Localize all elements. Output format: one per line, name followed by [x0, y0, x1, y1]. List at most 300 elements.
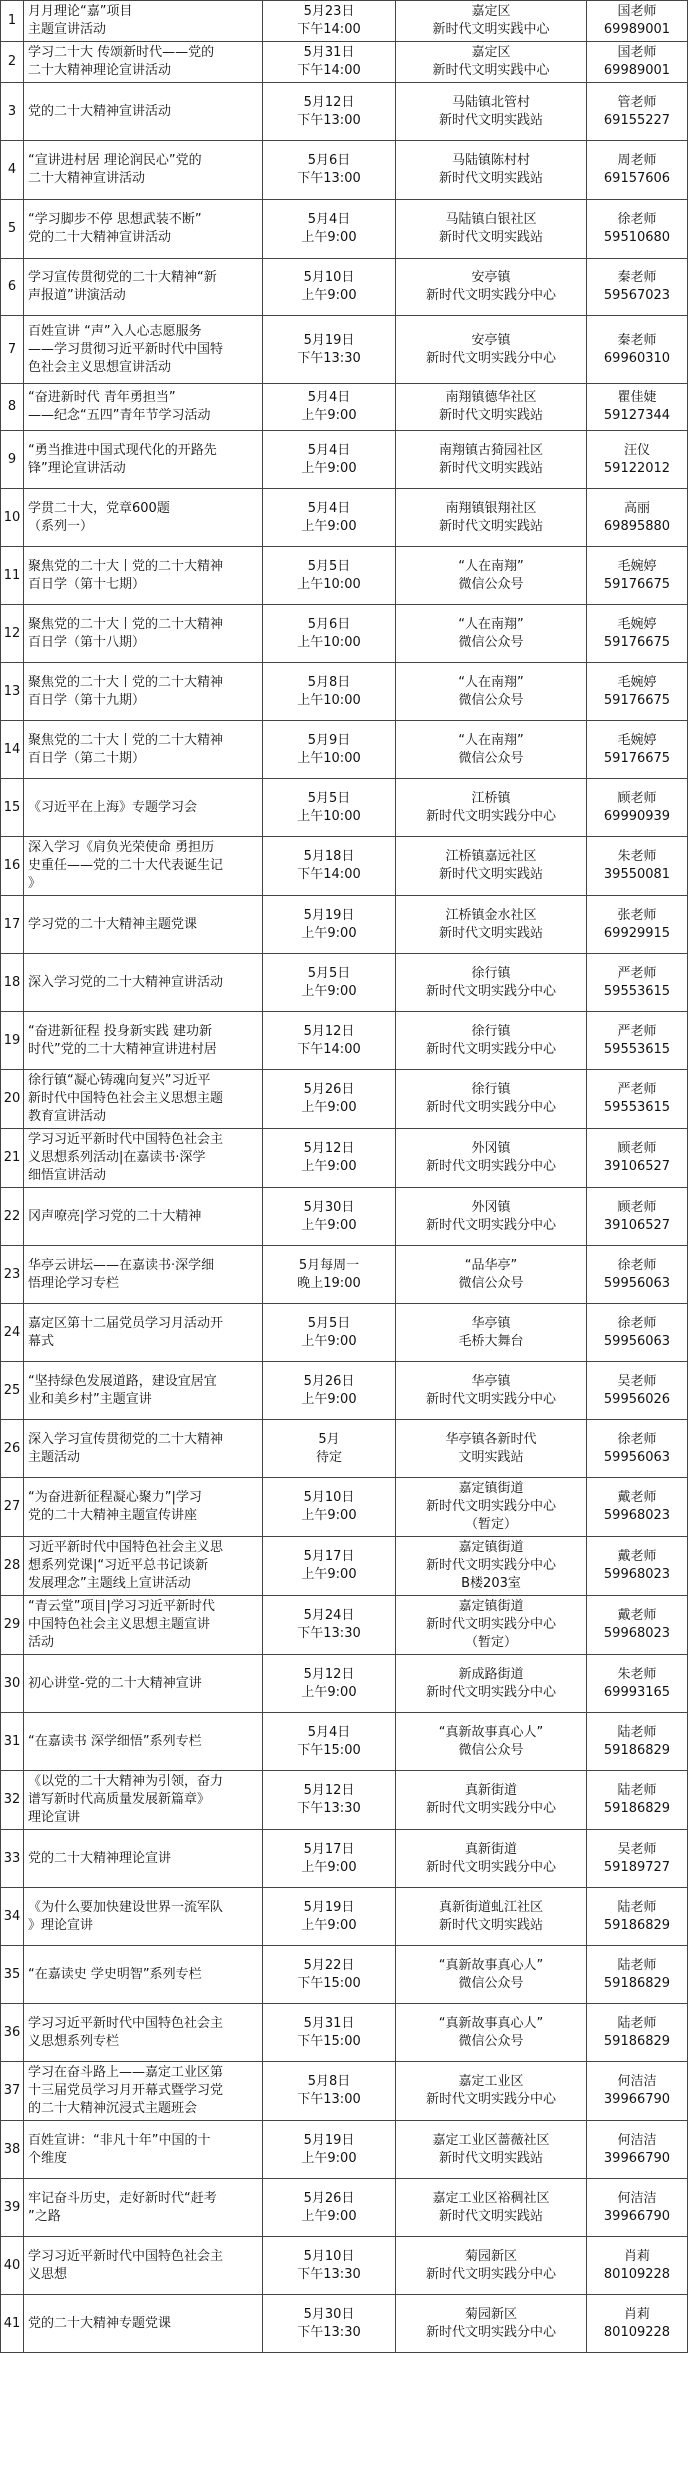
- activity-title: [24, 1713, 263, 1771]
- activity-place: [396, 1478, 587, 1537]
- activity-time-line: 上午9:00: [301, 925, 357, 941]
- activity-place-line: 嘉定镇街道: [458, 1481, 524, 1496]
- activity-contact: [587, 896, 688, 954]
- activity-time-line: 上午9:00: [301, 288, 357, 303]
- activity-title-line: （系列一）: [28, 518, 94, 534]
- activity-time-line: 5月4日: [307, 500, 351, 516]
- activity-place-line: 新时代文明实践中心: [432, 63, 550, 78]
- row-number: 13: [1, 663, 24, 721]
- activity-title-line: 二十大精神理论宣讲活动: [28, 63, 172, 78]
- activity-title-line: 义思想系列活动|在嘉读书·深学: [28, 1150, 206, 1165]
- activity-title-line: 业和美乡村”主题宣讲: [28, 1391, 152, 1407]
- activity-title-line: “勇当推进中国式现代化的开路先: [28, 442, 217, 458]
- activity-place-line: 新时代文明实践站: [438, 112, 543, 128]
- activity-contact: [587, 605, 688, 663]
- activity-time: [263, 2004, 396, 2062]
- table-row: [1, 1771, 688, 1830]
- activity-contact-line: 朱老师: [617, 1666, 657, 1682]
- activity-time: [263, 83, 396, 141]
- activity-place: [396, 779, 587, 837]
- activity-title-line: 百日学（第十八期）: [28, 634, 146, 650]
- activity-contact-line: 39966790: [603, 2092, 671, 2107]
- activity-time: [263, 1012, 396, 1070]
- activity-title: [24, 200, 263, 259]
- activity-contact: [587, 2237, 688, 2295]
- activity-contact: [587, 141, 688, 200]
- activity-title-line: ——纪念“五四”青年节学习活动: [28, 408, 211, 423]
- activity-time: [263, 954, 396, 1012]
- row-number: 7: [1, 316, 24, 384]
- activity-title-line: 嘉定区第十二届党员学习月活动开: [28, 1315, 224, 1331]
- activity-place-line: 嘉定工业区: [458, 2074, 524, 2089]
- activity-title-line: 新时代中国特色社会主义思想主题: [28, 1091, 224, 1106]
- activity-time: [263, 605, 396, 663]
- activity-contact: [587, 1771, 688, 1830]
- activity-place-line: 新时代文明实践分中心: [425, 1100, 556, 1115]
- activity-place-line: 微信公众号: [458, 692, 524, 708]
- activity-place: [396, 2062, 587, 2121]
- activity-time-line: 上午9:00: [301, 1391, 357, 1407]
- activity-place-line: 菊园新区: [464, 2306, 517, 2322]
- activity-title-line: 学习习近平新时代中国特色社会主: [28, 2248, 224, 2264]
- activity-time: [263, 1713, 396, 1771]
- table-row: [1, 316, 688, 384]
- activity-place-line: 华亭镇各新时代: [445, 1431, 537, 1447]
- activity-title-line: 聚焦党的二十大丨党的二十大精神: [28, 616, 224, 632]
- activity-contact-line: 59968023: [603, 1626, 671, 1641]
- activity-contact: [587, 721, 688, 779]
- activity-place-line: 文明实践站: [458, 1449, 524, 1465]
- activity-title: [24, 2062, 263, 2121]
- table-row: [1, 663, 688, 721]
- activity-title: [24, 1946, 263, 2004]
- activity-place-line: 江桥镇嘉远社区: [445, 849, 537, 864]
- activity-time-line: 上午9:00: [301, 1508, 357, 1523]
- activity-contact-line: 戴老师: [617, 1549, 657, 1564]
- activity-title: [24, 896, 263, 954]
- row-number: 34: [1, 1888, 24, 1946]
- activity-time-line: 5月30日: [303, 2306, 355, 2322]
- table-row: [1, 1, 688, 42]
- activity-contact: [587, 1537, 688, 1596]
- activity-title-line: 党的二十大精神理论宣讲: [28, 1850, 172, 1866]
- activity-contact-line: 管老师: [617, 94, 657, 110]
- activity-place-line: （暂定）: [464, 1635, 517, 1650]
- activity-place-line: 新时代文明实践站: [438, 230, 543, 245]
- activity-time-line: 5月4日: [307, 212, 351, 227]
- activity-time-line: 上午9:00: [301, 2150, 357, 2166]
- activity-time: [263, 779, 396, 837]
- activity-title-line: “奋进新征程 投身新实践 建功新: [28, 1023, 212, 1039]
- activity-contact-line: 毛婉婷: [617, 674, 657, 690]
- activity-contact: [587, 1596, 688, 1655]
- activity-title-line: 华亭云讲坛——在嘉读书·深学细: [28, 1257, 215, 1273]
- row-number: 9: [1, 431, 24, 489]
- activity-place-line: 嘉定镇街道: [458, 1599, 524, 1614]
- row-number: 8: [1, 384, 24, 431]
- activity-contact: [587, 779, 688, 837]
- row-number: 31: [1, 1713, 24, 1771]
- activity-title: [24, 1655, 263, 1713]
- activity-title-line: 党的二十大精神主题宣传讲座: [28, 1508, 198, 1523]
- table-row: [1, 1012, 688, 1070]
- activity-contact-line: 80109228: [603, 2324, 671, 2340]
- activity-time-line: 5月19日: [303, 332, 355, 348]
- activity-contact-line: 59176675: [603, 634, 671, 650]
- activity-title-line: “在嘉读史 学史明智”系列专栏: [28, 1966, 202, 1982]
- activity-place-line: 新时代文明实践站: [438, 925, 543, 941]
- activity-time-line: 5月17日: [303, 1549, 355, 1564]
- activity-time-line: 下午13:30: [297, 1626, 361, 1641]
- activity-contact: [587, 2121, 688, 2179]
- activity-time: [263, 547, 396, 605]
- activity-time: [263, 42, 396, 83]
- activity-place-line: 新时代文明实践分中心: [425, 1617, 556, 1632]
- activity-contact: [587, 1012, 688, 1070]
- activity-title-line: 义思想: [28, 2266, 68, 2282]
- activity-place-line: 华亭镇: [471, 1373, 511, 1389]
- activity-contact-line: 39966790: [603, 2150, 671, 2166]
- activity-contact-line: 59510680: [603, 230, 671, 245]
- table-row: [1, 896, 688, 954]
- activity-place: [396, 316, 587, 384]
- row-number: 38: [1, 2121, 24, 2179]
- activity-time-line: 5月6日: [307, 616, 351, 632]
- activity-contact-line: 顾老师: [617, 1199, 657, 1215]
- activity-title-line: 百日学（第十七期）: [28, 576, 146, 592]
- row-number: 33: [1, 1830, 24, 1888]
- activity-time: [263, 1478, 396, 1537]
- activity-place-line: 微信公众号: [458, 1975, 524, 1991]
- activity-place-line: 微信公众号: [458, 1275, 524, 1291]
- activity-title-line: “宣讲进村居 理论润民心”党的: [28, 153, 202, 168]
- activity-time: [263, 1771, 396, 1830]
- activity-contact-line: 严老师: [617, 965, 657, 981]
- row-number: 41: [1, 2295, 24, 2353]
- activity-time: [263, 1129, 396, 1188]
- activity-place-line: 新时代文明实践分中心: [425, 1859, 556, 1875]
- activity-contact-line: 59186829: [603, 1917, 671, 1933]
- activity-contact-line: 陆老师: [617, 1957, 657, 1973]
- activity-place: [396, 896, 587, 954]
- activity-title: [24, 141, 263, 200]
- table-row: [1, 489, 688, 547]
- activity-contact-line: 69155227: [603, 112, 671, 128]
- activity-place-line: 徐行镇: [471, 1023, 511, 1039]
- activity-contact: [587, 489, 688, 547]
- row-number: 4: [1, 141, 24, 200]
- activity-time: [263, 1655, 396, 1713]
- activity-contact: [587, 1478, 688, 1537]
- row-number: 40: [1, 2237, 24, 2295]
- activity-place-line: 徐行镇: [471, 1082, 511, 1097]
- activity-time-line: 5月19日: [303, 1899, 355, 1915]
- activity-place-line: “品华亭”: [464, 1257, 518, 1273]
- activity-time-line: 5月10日: [303, 2248, 355, 2264]
- activity-title-line: 义思想系列专栏: [28, 2033, 120, 2049]
- activity-contact-line: 肖莉: [623, 2248, 650, 2264]
- table-row: [1, 1246, 688, 1304]
- activity-time-line: 5月: [318, 1431, 340, 1447]
- table-row: [1, 721, 688, 779]
- activity-contact-line: 毛婉婷: [617, 732, 657, 748]
- table-row: [1, 42, 688, 83]
- activity-place-line: 安亭镇: [471, 332, 511, 348]
- activity-title-line: 色社会主义思想宣讲活动: [28, 359, 172, 375]
- row-number: 18: [1, 954, 24, 1012]
- activity-time: [263, 1304, 396, 1362]
- row-number: 10: [1, 489, 24, 547]
- activity-time: [263, 141, 396, 200]
- activity-place-line: 徐行镇: [471, 965, 511, 981]
- activity-title: [24, 1888, 263, 1946]
- activity-place: [396, 489, 587, 547]
- activity-contact: [587, 954, 688, 1012]
- activity-title: [24, 489, 263, 547]
- activity-place-line: “人在南翔”: [458, 616, 524, 632]
- activity-time-line: 上午9:00: [301, 1917, 357, 1933]
- activity-title-line: “学习脚步不停 思想武装不断”: [28, 212, 202, 227]
- activity-title-line: 学习习近平新时代中国特色社会主: [28, 1132, 224, 1147]
- activity-time-line: 上午10:00: [297, 692, 361, 708]
- activity-place: [396, 721, 587, 779]
- activity-title-line: 》: [28, 876, 42, 891]
- activity-contact: [587, 1420, 688, 1478]
- activity-contact: [587, 1362, 688, 1420]
- table-row: [1, 1946, 688, 2004]
- activity-time-line: 5月每周一: [298, 1257, 360, 1273]
- row-number: 14: [1, 721, 24, 779]
- table-row: [1, 384, 688, 431]
- row-number: 12: [1, 605, 24, 663]
- table-row: [1, 1888, 688, 1946]
- activity-contact: [587, 1188, 688, 1246]
- activity-contact-line: 吴老师: [617, 1373, 657, 1389]
- activity-contact-line: 高丽: [623, 500, 650, 516]
- activity-contact-line: 39106527: [603, 1217, 671, 1233]
- row-number: 16: [1, 837, 24, 896]
- activity-title: [24, 1596, 263, 1655]
- activity-time: [263, 1188, 396, 1246]
- activity-place: [396, 1713, 587, 1771]
- activity-contact-line: 周老师: [617, 153, 657, 168]
- activity-contact-line: 59956063: [603, 1449, 671, 1465]
- activity-time-line: 下午14:00: [297, 63, 361, 78]
- row-number: 27: [1, 1478, 24, 1537]
- activity-place-line: 嘉定区: [471, 4, 511, 19]
- activity-contact-line: 何洁洁: [617, 2190, 657, 2206]
- activity-time-line: 待定: [315, 1449, 342, 1465]
- activity-title: [24, 837, 263, 896]
- activity-contact-line: 59127344: [603, 408, 671, 423]
- activity-title-line: 深入学习党的二十大精神宣讲活动: [28, 974, 224, 990]
- table-row: [1, 1596, 688, 1655]
- activity-contact-line: 39106527: [603, 1159, 671, 1174]
- activity-title: [24, 259, 263, 316]
- activity-contact: [587, 2004, 688, 2062]
- activity-title: [24, 1362, 263, 1420]
- activity-title: [24, 2004, 263, 2062]
- activity-contact: [587, 1655, 688, 1713]
- activity-title-line: 学习习近平新时代中国特色社会主: [28, 2015, 224, 2031]
- table-row: [1, 1070, 688, 1129]
- row-number: 17: [1, 896, 24, 954]
- activity-time-line: 5月17日: [303, 1841, 355, 1857]
- activity-place-line: 嘉定镇街道: [458, 1540, 524, 1555]
- activity-contact-line: 59186829: [603, 1975, 671, 1991]
- activity-title: [24, 547, 263, 605]
- activity-place-line: 外冈镇: [471, 1199, 511, 1215]
- activity-place: [396, 2237, 587, 2295]
- row-number: 39: [1, 2179, 24, 2237]
- activity-time-line: 下午15:00: [297, 1742, 361, 1758]
- activity-time-line: 5月4日: [307, 390, 351, 405]
- row-number: 19: [1, 1012, 24, 1070]
- activity-time-line: 5月4日: [307, 442, 351, 458]
- activity-title: [24, 1129, 263, 1188]
- activity-contact: [587, 431, 688, 489]
- activity-time: [263, 2062, 396, 2121]
- activity-time-line: 5月5日: [307, 965, 351, 981]
- activity-title: [24, 431, 263, 489]
- activity-place: [396, 141, 587, 200]
- activity-place: [396, 2295, 587, 2353]
- activity-place-line: 南翔镇银翔社区: [445, 500, 537, 516]
- row-number: 35: [1, 1946, 24, 2004]
- table-row: [1, 2295, 688, 2353]
- activity-title: [24, 1304, 263, 1362]
- activity-place-line: 微信公众号: [458, 634, 524, 650]
- activity-contact-line: 国老师: [617, 45, 657, 60]
- activity-contact-line: 69960310: [603, 350, 671, 366]
- activity-place-line: 江桥镇: [471, 790, 511, 806]
- activity-place-line: 马陆镇陈村村: [451, 153, 530, 168]
- activity-title-line: 锋”理论宣讲活动: [28, 460, 126, 476]
- activity-place-line: 新时代文明实践分中心: [425, 808, 556, 824]
- activity-place-line: “人在南翔”: [458, 558, 524, 574]
- activity-place-line: 新时代文明实践分中心: [425, 1684, 556, 1700]
- activity-place-line: 新时代文明实践中心: [432, 22, 550, 37]
- activity-place-line: 新时代文明实践分中心: [425, 288, 556, 303]
- activity-place-line: 真新街道: [464, 1783, 517, 1798]
- activity-place: [396, 1129, 587, 1188]
- table-row: [1, 779, 688, 837]
- activity-title-line: “坚持绿色发展道路，建设宜居宜: [28, 1373, 217, 1389]
- activity-contact-line: 59176675: [603, 576, 671, 592]
- activity-time-line: 下午13:00: [297, 2092, 361, 2107]
- activity-title-line: 学习宣传贯彻党的二十大精神“新: [28, 270, 217, 285]
- activity-title-line: 声报道”讲演活动: [28, 288, 126, 303]
- activity-contact-line: 徐老师: [617, 1257, 657, 1273]
- activity-contact: [587, 2295, 688, 2353]
- activity-time-line: 下午15:00: [297, 2033, 361, 2049]
- activity-title-line: 谱写新时代高质量发展新篇章》: [28, 1792, 211, 1807]
- activity-place: [396, 1070, 587, 1129]
- activity-title-line: 百日学（第二十期）: [28, 750, 146, 766]
- activity-place-line: 新时代文明实践站: [438, 460, 543, 476]
- activity-title-line: “在嘉读书 深学细悟”系列专栏: [28, 1733, 202, 1749]
- activity-contact-line: 陆老师: [617, 1724, 657, 1740]
- activity-place: [396, 1420, 587, 1478]
- activity-time-line: 5月12日: [303, 94, 355, 110]
- activity-place-line: “真新故事真心人”: [438, 1957, 544, 1973]
- table-row: [1, 141, 688, 200]
- activity-contact-line: 国老师: [617, 4, 657, 19]
- activity-place: [396, 1246, 587, 1304]
- activity-place-line: 新时代文明实践分中心: [425, 2266, 556, 2282]
- table-row: [1, 837, 688, 896]
- activity-title-line: 理论宣讲: [28, 1810, 81, 1825]
- activity-contact-line: 59176675: [603, 750, 671, 766]
- table-row: [1, 200, 688, 259]
- activity-place-line: 新时代文明实践分中心: [425, 1217, 556, 1233]
- activity-contact-line: 徐老师: [617, 1431, 657, 1447]
- activity-place: [396, 259, 587, 316]
- activity-contact-line: 59122012: [603, 460, 671, 476]
- activity-place-line: 南翔镇德华社区: [445, 390, 537, 405]
- activity-place-line: 真新街道虬江社区: [438, 1899, 543, 1915]
- activity-time-line: 5月9日: [307, 732, 351, 748]
- activity-place: [396, 1771, 587, 1830]
- activity-place: [396, 2179, 587, 2237]
- activity-time-line: 下午13:30: [297, 2266, 361, 2282]
- activity-title: [24, 1246, 263, 1304]
- activity-place: [396, 1012, 587, 1070]
- activity-title-line: 活动: [28, 1635, 55, 1650]
- activity-time: [263, 721, 396, 779]
- table-row: [1, 2179, 688, 2237]
- activity-title: [24, 2237, 263, 2295]
- activity-title: [24, 2121, 263, 2179]
- table-row: [1, 2004, 688, 2062]
- activity-title: [24, 779, 263, 837]
- activity-time-line: 下午13:30: [297, 2324, 361, 2340]
- row-number: 36: [1, 2004, 24, 2062]
- activity-contact-line: 陆老师: [617, 1783, 657, 1798]
- activity-time-line: 5月12日: [303, 1783, 355, 1798]
- activity-time-line: 下午13:30: [297, 350, 361, 366]
- activity-place-line: 新时代文明实践站: [438, 2208, 543, 2224]
- row-number: 1: [1, 1, 24, 42]
- activity-place-line: 新时代文明实践站: [438, 408, 543, 423]
- activity-time: [263, 200, 396, 259]
- activity-place-line: 真新街道: [464, 1841, 517, 1857]
- activity-time-line: 5月12日: [303, 1141, 355, 1156]
- activity-time-line: 5月24日: [303, 1608, 355, 1623]
- activity-title-line: 想系列党课|“习近平总书记谈新: [28, 1558, 209, 1573]
- activity-time-line: 5月6日: [307, 153, 351, 168]
- activity-title-line: 党的二十大精神宣讲活动: [28, 230, 172, 245]
- activity-time-line: 5月31日: [303, 45, 355, 60]
- activity-title-line: 细悟宣讲活动: [28, 1168, 107, 1183]
- activity-time: [263, 1246, 396, 1304]
- activity-place-line: 微信公众号: [458, 1742, 524, 1758]
- activity-time: [263, 2121, 396, 2179]
- activity-title-line: “青云堂”项目|学习习近平新时代: [28, 1599, 215, 1614]
- activity-contact: [587, 200, 688, 259]
- table-row: [1, 2062, 688, 2121]
- activity-contact: [587, 42, 688, 83]
- activity-time-line: 5月8日: [307, 674, 351, 690]
- activity-contact-line: 瞿佳婕: [617, 390, 657, 405]
- activity-place-line: 嘉定区: [471, 45, 511, 60]
- activity-title-line: 习近平新时代中国特色社会主义思: [28, 1540, 224, 1555]
- activity-title-line: 党的二十大精神专题党课: [28, 2315, 172, 2331]
- activity-title: [24, 663, 263, 721]
- activity-contact-line: 秦老师: [617, 270, 657, 285]
- activity-contact: [587, 316, 688, 384]
- activity-place-line: 嘉定工业区裕稠社区: [432, 2190, 550, 2206]
